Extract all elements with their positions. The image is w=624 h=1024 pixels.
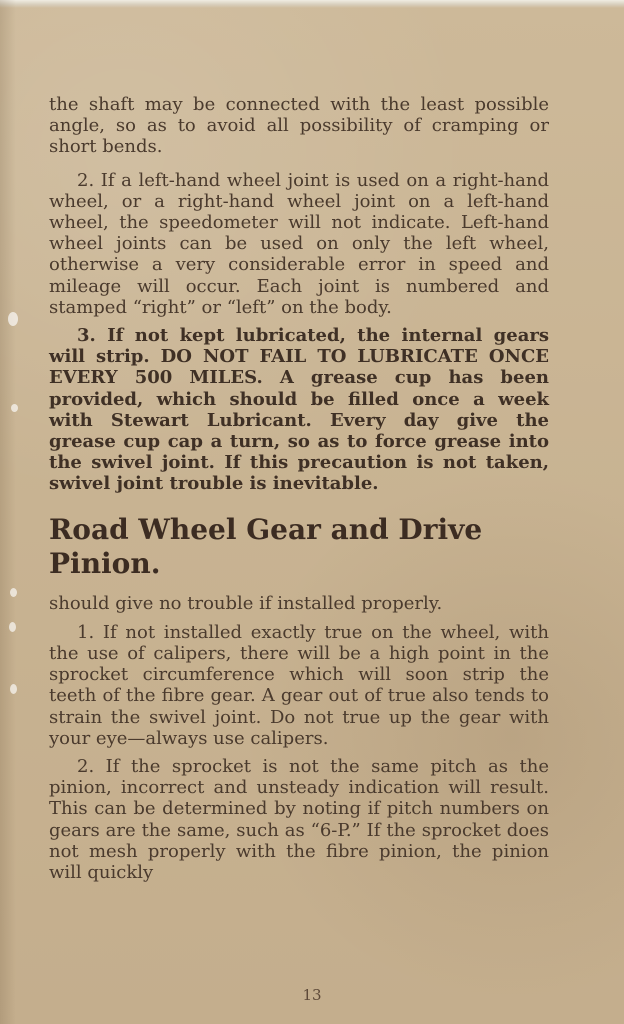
- paragraph-intro: the shaft may be connected with the least possible angle, so as to avoid all possibility of cramping or short bends.: [49, 94, 549, 158]
- section-paragraph-1: 1. If not installed exactly true on the wheel, with the use of calipers, there will be a high point in the sprocket circumference which will soon strip the teeth of the fibre gear. A gear out of true also tends to strain the swivel joint. Do not true up the gear with your eye—always use calipers.: [49, 621, 549, 749]
- paper-spot: [8, 312, 18, 326]
- page-number: 13: [302, 986, 322, 1004]
- section-paragraph-2: 2. If the sprocket is not the same pitch as the pinion, incorrect and unsteady indication will result. This can be determined by noting if pitch numbers on gears are the same, such as “6-P.” If the sprocket does not mesh properly with the fibre pinion, the pinion will quickly: [49, 756, 549, 884]
- paper-spot: [10, 684, 17, 694]
- paragraph-3: 3. If not kept lubricated, the internal gears will strip. DO NOT FAIL TO LUBRICATE ONCE EVERY 500 MILES. A grease cup has been provided, which should be filled once a week with Stewart Lubricant. Every day give the grease cup cap a turn, so as to force grease into the swivel joint. If this precaution is not taken, swivel joint trouble is inevitable.: [49, 325, 549, 495]
- paper-spot: [9, 622, 16, 632]
- paragraph-2: 2. If a left-hand wheel joint is used on a right-hand wheel, or a right-hand wheel joint on a left-hand wheel, the speedometer will not indicate. Left-hand wheel joints can be used on only the left wheel, otherwise a very considerable error in speed and mileage will occur. Each joint is numbered and stamped “right” or “left” on the body.: [49, 169, 549, 318]
- page-top-edge: [0, 0, 624, 8]
- paper-spot: [10, 588, 17, 597]
- paper-spot: [11, 404, 18, 412]
- section-intro: should give no trouble if installed properly.: [49, 592, 443, 614]
- page-content: [49, 94, 549, 890]
- page-left-shadow: [0, 0, 16, 1024]
- section-heading: Road Wheel Gear and Drive Pinion.: [49, 512, 483, 580]
